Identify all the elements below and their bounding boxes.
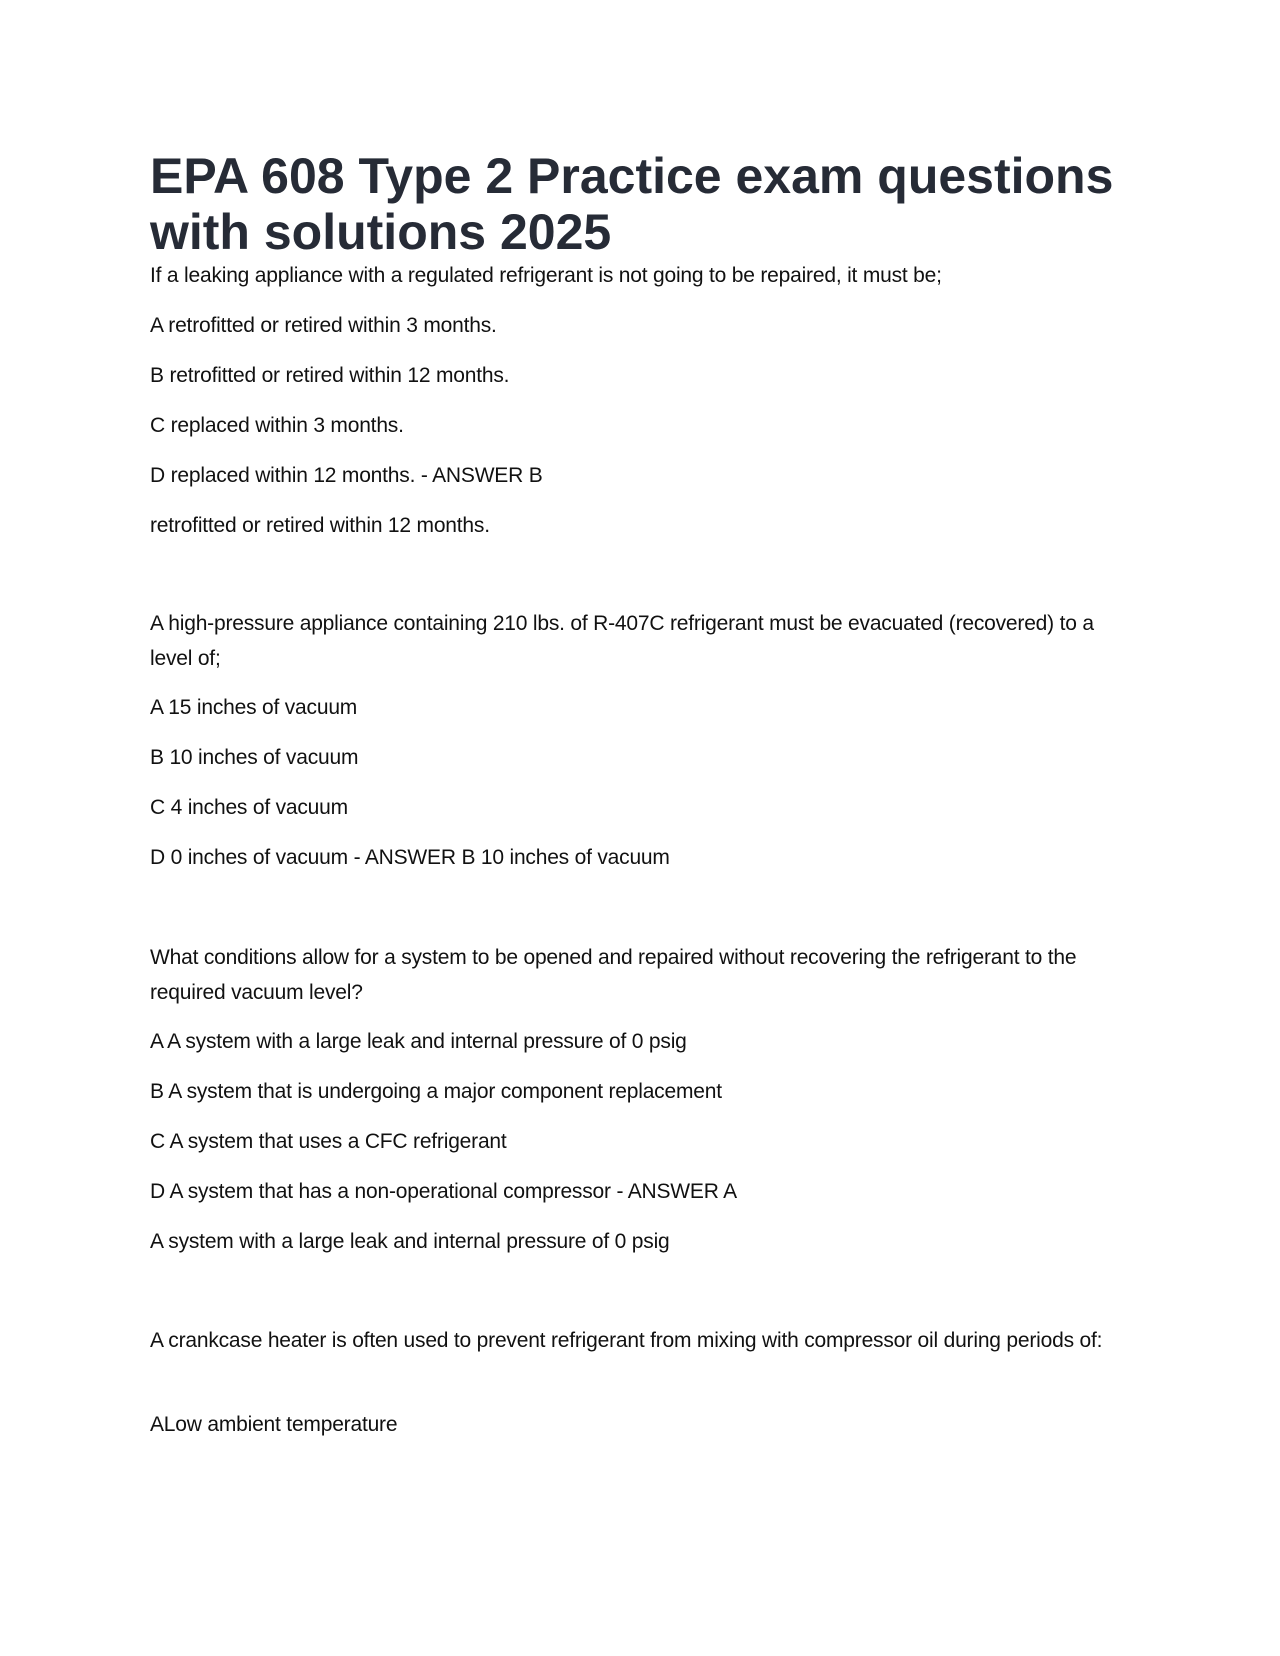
question-3-option-c: C A system that uses a CFC refrigerant [150,1130,507,1153]
question-4-text: A crankcase heater is often used to prevent refrigerant from mixing with compressor oil during periods of: [150,1329,1103,1352]
question-1-option-c: C replaced within 3 months. [150,414,404,437]
document-title: EPA 608 Type 2 Practice exam questions with solutions 2025 [150,148,1114,260]
question-3-option-a: A A system with a large leak and internal pressure of 0 psig [150,1030,687,1053]
question-4-option-a: ALow ambient temperature [150,1413,398,1436]
question-2-option-d: D 0 inches of vacuum - ANSWER B 10 inches of vacuum [150,846,670,869]
question-1-option-d: D replaced within 12 months. - ANSWER B [150,464,543,487]
question-1-option-b: B retrofitted or retired within 12 months. [150,364,510,387]
question-2-option-a: A 15 inches of vacuum [150,696,358,719]
question-1-answer-detail: retrofitted or retired within 12 months. [150,514,490,537]
question-3-answer-detail: A system with a large leak and internal pressure of 0 psig [150,1230,670,1253]
question-2-text: A high-pressure appliance containing 210 lbs. of R-407C refrigerant must be evacuated (recovered) to a level of; [150,612,1094,670]
question-1-text: If a leaking appliance with a regulated refrigerant is not going to be repaired, it must be; [150,264,942,287]
question-2-option-b: B 10 inches of vacuum [150,746,359,769]
question-3-text: What conditions allow for a system to be opened and repaired without recovering the refrigerant to the required vacuum level? [150,946,1077,1004]
question-1-option-a: A retrofitted or retired within 3 months. [150,314,497,337]
question-3-option-d: D A system that has a non-operational compressor - ANSWER A [150,1180,737,1203]
question-3-option-b: B A system that is undergoing a major component replacement [150,1080,722,1103]
question-2-option-c: C 4 inches of vacuum [150,796,348,819]
